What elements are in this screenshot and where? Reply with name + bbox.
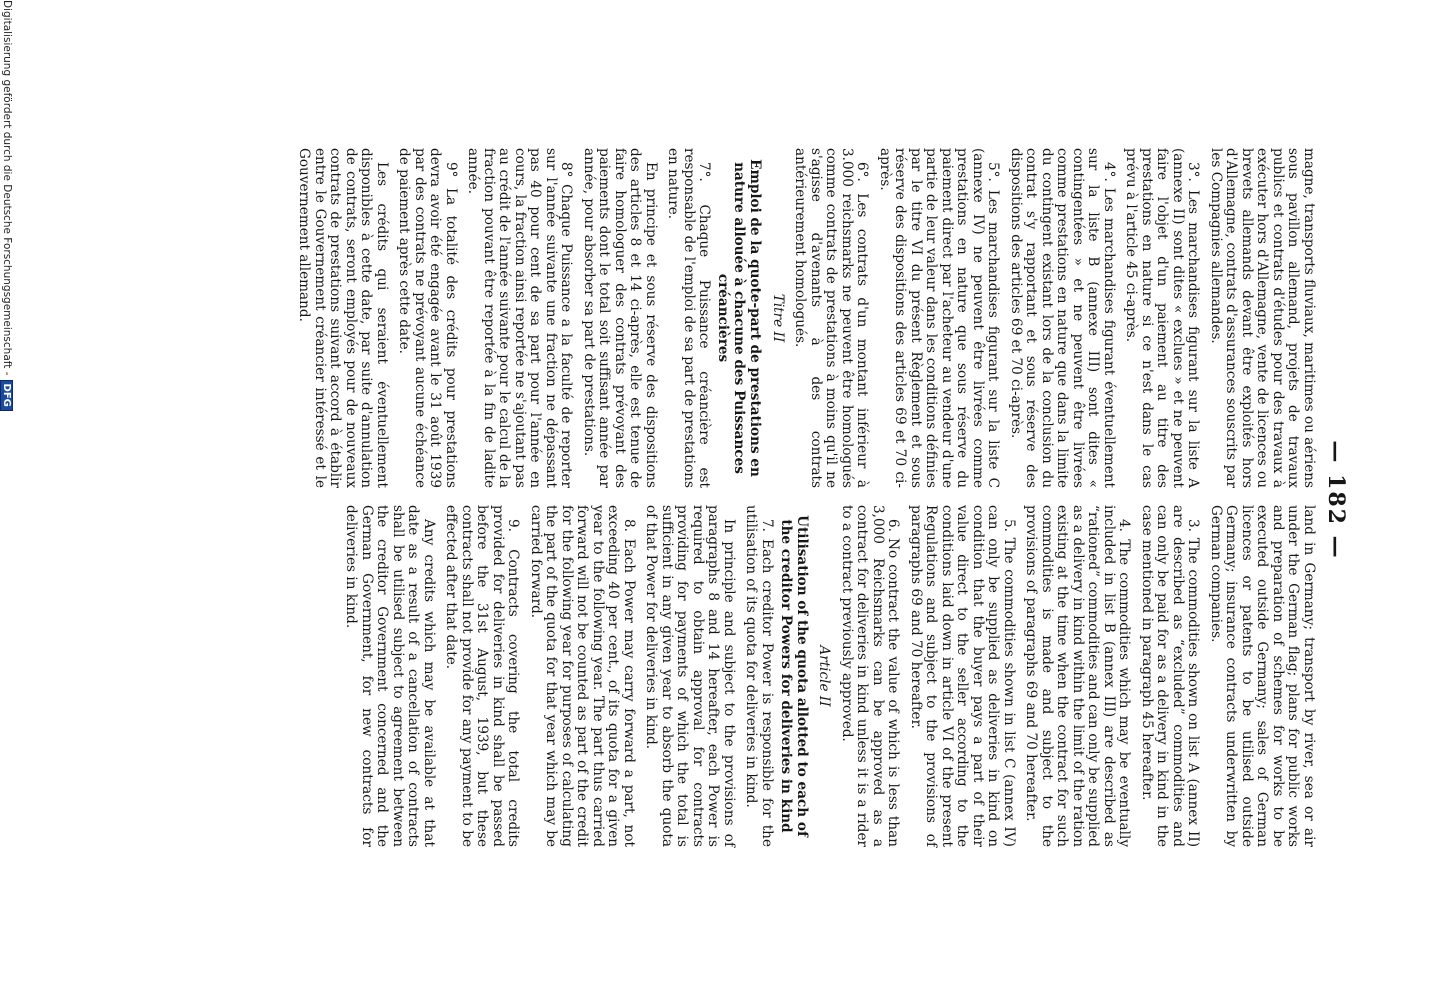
en-paragraph-10: Any credits which may be available at that date as a result of a cancellation of contracts shall be utilised subject to agreement between the creditor Government concerned and the German Government, for new contracts for deliveries in kind. [343, 505, 437, 847]
fr-paragraph-5: 5°. Les marchandises figurant sur la liste C (annexe IV) ne peuvent être livrées comme prestations en nature que sous réserve du paiement direct par l'acheteur au vendeur d'une partie de leur valeur dans les conditions définies par le titre VI du présent Règlement et sous réserve des dispositions des articles 69 et 70 ci-après. [877, 148, 1002, 488]
page-number: — 182 — [1323, 440, 1349, 560]
footer-text: Digitalisierung gefördert durch die Deutsche Forschungsgemeinschaft - [1, 0, 13, 376]
en-paragraph-4: 4. The commodities which may be eventually included in list B (annex III) are described as “rationed” commodities and can only be supplied as a delivery in kind within the limit of the ration existing at the time when the contract for such commodities is made and subject to the provisions of paragraphs 69 and 70 hereafter. [1023, 505, 1133, 847]
en-paragraph-7b: In principle and subject to the provisions of paragraphs 8 and 14 hereafter, each Power is required to obtain approval for contracts providing for payments of which the total is sufficient in any given year to absorb the quota of that Power for deliveries in kind. [643, 505, 737, 847]
fr-paragraph-4: 4°. Les marchandises figurant éventuellement sur la liste B (annexe III) sont dites « contingentées » et ne peuvent être livrées comme prestations en nature que dans la limite du contingent existant lors de la conclusion du contrat s'y rapportant et sous réserve des dispositions des articles 69 et 70 ci-après. [1008, 148, 1117, 488]
english-column [336, 505, 1316, 847]
french-column [289, 148, 1316, 488]
en-paragraph-8: 8. Each Power may carry forward a part, not exceeding 40 per cent., of its quota for a given year to the following year. The part thus carried forward will not be counted as part of the credit for the following year for purposes of calculating the part of the quota for that year which may be carried forward. [528, 505, 637, 847]
fr-paragraph-6: 6°. Les contrats d'un montant inférieur à 3.000 reichsmarks ne peuvent être homologués comme contrats de prestations à moins qu'il ne s'agisse d'avenants à des contrats antérieurement homologués. [792, 148, 871, 488]
fr-section-heading: Emploi de la quote-part de prestations en nature allouée à chacune des Puissances créancières [715, 159, 764, 477]
en-section-title: Article II [816, 645, 833, 707]
fr-paragraph-10: Les crédits qui seraient éventuellement disponibles à cette date, par suite d'annulation de contrats, seront employés pour de nouveaux contrats de prestations suivant accord à établir entre le Gouvernement créancier intéressé et le Gouvernement allemand. [296, 148, 390, 488]
en-paragraph-6: 6. No contract the value of which is less than 3,000 Reichsmarks can be approved as a contract for deliveries in kind unless it is a rider to a contract previously approved. [839, 505, 902, 847]
fr-paragraph-8: 8° Chaque Puissance a la faculté de reporter sur l'année suivante une fraction ne dépassant pas 40 pour cent de sa part pour l'année en cours, la fraction ainsi reportée ne s'ajoutant pas au crédit de l'année suivante pour le calcul de la fraction pouvant être reportée à la fin de ladite année. [465, 148, 575, 488]
en-section-heading: Utilisation of the quota allotted to each of the creditor Powers for deliveries in kind [778, 515, 810, 837]
en-paragraph-9: 9. Contracts covering the total credits provided for deliveries in kind shall be passed before the 31st August, 1939, but these contracts shall not provide for any payment to be effected after that date. [443, 505, 522, 847]
fr-paragraph-3: 3°. Les marchandises figurant sur la liste A (annexe II) sont dites « exclues » et ne peuvent faire l'objet d'un paiement au titre des prestations en nature si ce n'est dans le cas prévu à l'article 45 ci-après. [1123, 148, 1202, 488]
digitization-footer [0, 0, 13, 1000]
en-paragraph-3: 3. The commodities shown on list A (annex II) are described as “excluded” commodities and can only be paid for as a delivery in kind in the case mentioned in paragraph 45 hereafter. [1139, 505, 1202, 847]
fr-section-title: Titre II [770, 293, 786, 343]
en-paragraph-5: 5. The commodities shown in list C (annex IV) can only be supplied as deliveries in kind on condition that the buyer pays a part of their value direct to the seller according to the conditions laid down in article VI of the present Regulations and subject to the provisions of paragraphs 69 and 70 hereafter. [908, 505, 1017, 847]
en-paragraph-intro: land in Germany; transport by river, sea or air under the German flag; plans for public works and preparation of schemes for works to be executed outside Germany; sales of German licences or patents to be utilised outside Germany; insurance contracts underwritten by German companies. [1208, 505, 1317, 847]
fr-paragraph-7b: En principe et sous réserve des dispositions des articles 8 et 14 ci-après, elle est tenue de faire homologuer des contrats prévoyant des paiements dont le total soit suffisant année par année, pour absorber sa part de prestations. [581, 148, 659, 488]
fr-paragraph-7: 7°. Chaque Puissance créancière est responsable de l'emploi de sa part de prestations en nature. [665, 148, 713, 488]
fr-paragraph-9: 9° La totalité des crédits pour prestations devra avoir été engagée avant le 31 août 1939 par des contrats ne prévoyant aucune échéance de paiement après cette date. [396, 148, 459, 488]
fr-paragraph-intro: magne, transports fluviaux, maritimes ou aériens sous pavillon allemand, projets de travaux publics et contrats d'études pour des travaux à exécuter hors d'Allemagne, vente de licences ou brevets allemands devant être exploités hors d'Allemagne, contrats d'assurances souscrits par les Compagnies allemandes. [1208, 148, 1317, 489]
dfg-logo: DFG [0, 380, 13, 411]
en-paragraph-7: 7. Each creditor Power is responsible for the utilisation of its quota for deliveries in kind. [743, 505, 775, 847]
